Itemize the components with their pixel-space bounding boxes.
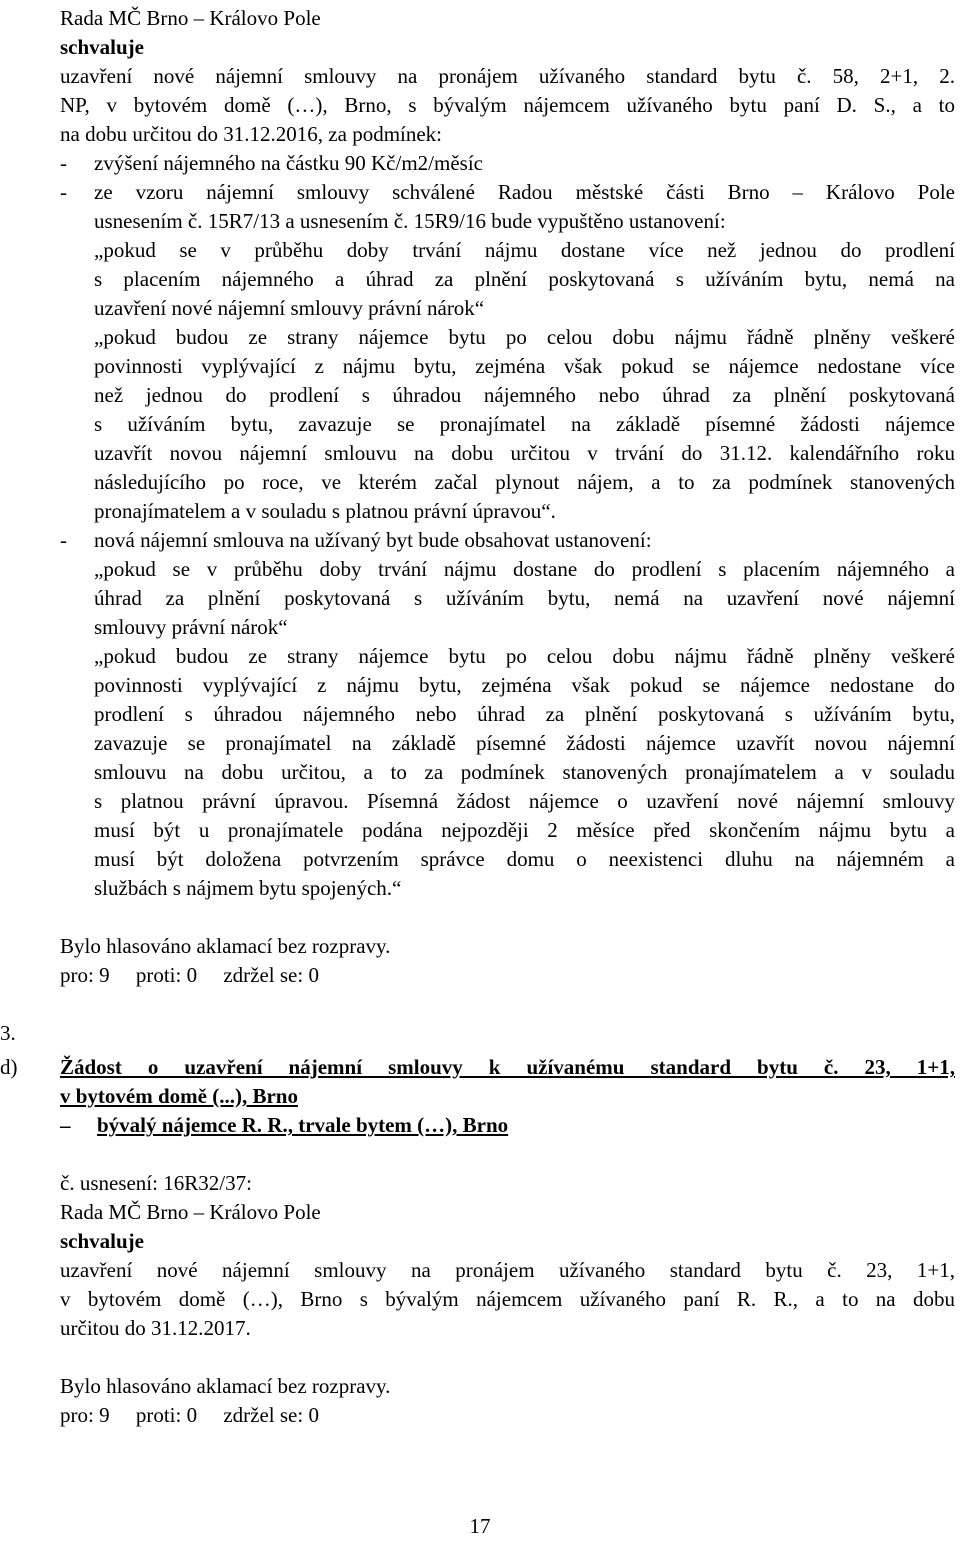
- section-number: 3.: [0, 1021, 16, 1045]
- condition-line: úhrad za plnění poskytovaná s užíváním bytu, nemá na uzavření nové nájemní: [94, 586, 955, 610]
- condition-line: pronajímatelem a v souladu s platnou právní úpravou“.: [94, 499, 556, 523]
- condition-line: s placením nájemného a úhrad za plnění poskytovaná s užíváním bytu, nemá na: [94, 267, 955, 291]
- list-dash: -: [60, 151, 67, 175]
- list-dash: -: [60, 180, 67, 204]
- condition-line: smlouvy právní nárok“: [94, 615, 288, 639]
- condition-line: nová nájemní smlouva na užívaný byt bude obsahovat ustanovení:: [94, 528, 652, 552]
- condition-line: zavazuje se pronajímatel na základě písemné žádosti nájemce uzavřít novou nájemní: [94, 731, 955, 755]
- condition-line: „pokud se v průběhu doby trvání nájmu dostane do prodlení s placením nájemného a: [94, 557, 955, 581]
- condition-item: zvýšení nájemného na částku 90 Kč/m2/měsíc: [94, 151, 483, 175]
- resolution-text-line: v bytovém domě (…), Brno s bývalým nájemcem užívaného paní R. R., a to na dobu: [60, 1287, 955, 1311]
- vote-result: pro: 9 proti: 0 zdržel se: 0: [60, 963, 319, 987]
- section-title-dash: –: [60, 1113, 71, 1137]
- resolution-intro-line: NP, v bytovém domě (…), Brno, s bývalým nájemcem užívaného bytu paní D. S., a to: [60, 93, 955, 117]
- section-title-line: bývalý nájemce R. R., trvale bytem (…), Brno: [97, 1113, 509, 1137]
- list-dash: -: [60, 528, 67, 552]
- resolution-intro-line: uzavření nové nájemní smlouvy na pronájem užívaného standard bytu č. 58, 2+1, 2.: [60, 64, 955, 88]
- vote-text: Bylo hlasováno aklamací bez rozpravy.: [60, 1374, 391, 1398]
- condition-line: ze vzoru nájemní smlouvy schválené Radou městské části Brno – Královo Pole: [94, 180, 955, 204]
- condition-line: uzavření nové nájemní smlouvy právní nárok“: [94, 296, 485, 320]
- resolution-text-line: uzavření nové nájemní smlouvy na pronájem užívaného standard bytu č. 23, 1+1,: [60, 1258, 955, 1282]
- resolution-verb: schvaluje: [60, 1229, 144, 1253]
- council-name: Rada MČ Brno – Královo Pole: [60, 1200, 321, 1224]
- condition-line: smlouvu na dobu určitou, a to za podmínek stanovených pronajímatelem a v souladu: [94, 760, 955, 784]
- section-title-line: v bytovém domě (...), Brno: [60, 1084, 298, 1108]
- condition-line: musí být doložena potvrzením správce domu o neexistenci dluhu na nájemném a: [94, 847, 955, 871]
- council-name: Rada MČ Brno – Královo Pole: [60, 6, 321, 30]
- condition-line: následujícího po roce, ve kterém začal plynout nájem, a to za podmínek stanovených: [94, 470, 955, 494]
- page-number: 17: [469, 1514, 491, 1538]
- condition-line: „pokud budou ze strany nájemce bytu po celou dobu nájmu řádně plněny veškeré: [94, 325, 955, 349]
- vote-text: Bylo hlasováno aklamací bez rozpravy.: [60, 934, 391, 958]
- section-letter: d): [0, 1055, 18, 1079]
- vote-result: pro: 9 proti: 0 zdržel se: 0: [60, 1403, 319, 1427]
- resolution-text-line: určitou do 31.12.2017.: [60, 1316, 251, 1340]
- resolution-number: č. usnesení: 16R32/37:: [60, 1171, 252, 1195]
- resolution-verb: schvaluje: [60, 35, 144, 59]
- condition-line: prodlení s úhradou nájemného nebo úhrad za plnění poskytovaná s užíváním bytu,: [94, 702, 955, 726]
- condition-line: „pokud budou ze strany nájemce bytu po celou dobu nájmu řádně plněny veškeré: [94, 644, 955, 668]
- condition-line: povinnosti vyplývající z nájmu bytu, zejména však pokud se nájemce nedostane do: [94, 673, 955, 697]
- condition-line: s platnou právní úpravou. Písemná žádost nájemce o uzavření nové nájemní smlouvy: [94, 789, 955, 813]
- condition-line: povinnosti vyplývající z nájmu bytu, zejména však pokud se nájemce nedostane více: [94, 354, 955, 378]
- condition-line: musí být u pronajímatele podána nejpozději 2 měsíce před skončením nájmu bytu a: [94, 818, 955, 842]
- condition-line: než jednou do prodlení s úhradou nájemného nebo úhrad za plnění poskytovaná: [94, 383, 955, 407]
- condition-line: uzavřít novou nájemní smlouvu na dobu určitou v trvání do 31.12. kalendářního roku: [94, 441, 955, 465]
- condition-line: s užíváním bytu, zavazuje se pronajímatel na základě písemné žádosti nájemce: [94, 412, 955, 436]
- condition-line: službách s nájmem bytu spojených.“: [94, 876, 402, 900]
- section-title-line: Žádost o uzavření nájemní smlouvy k užívanému standard bytu č. 23, 1+1,: [60, 1055, 955, 1079]
- resolution-intro-line: na dobu určitou do 31.12.2016, za podmínek:: [60, 122, 443, 146]
- condition-line: usnesením č. 15R7/13 a usnesením č. 15R9/16 bude vypuštěno ustanovení:: [94, 209, 726, 233]
- condition-line: „pokud se v průběhu doby trvání nájmu dostane více než jednou do prodlení: [94, 238, 955, 262]
